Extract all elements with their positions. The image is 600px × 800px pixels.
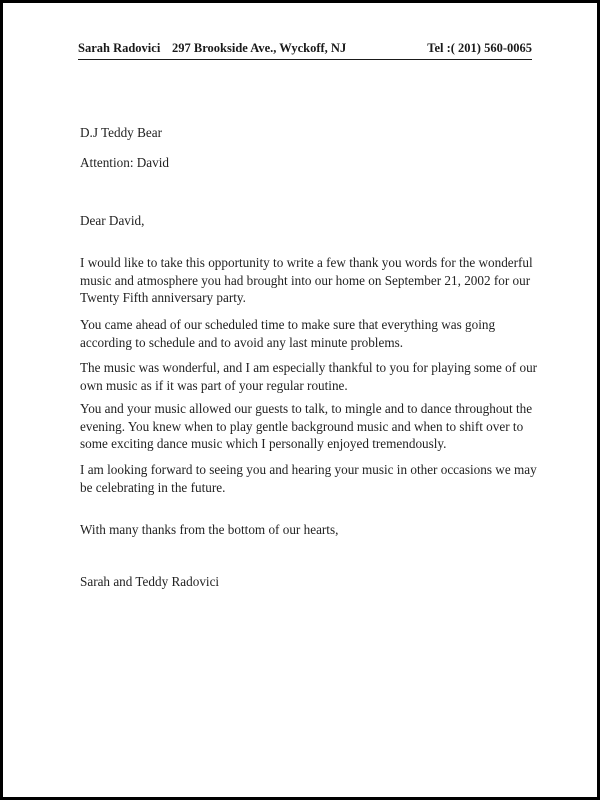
letterhead xyxy=(78,41,532,60)
signature: Sarah and Teddy Radovici xyxy=(80,574,220,589)
paragraph-4: You and your music allowed our guests to talk, to mingle and to dance throughout the evening. You knew when to play gentle background music and when to shift over to some exciting dance music which I personally enjoyed tremendously. xyxy=(80,401,533,452)
closing: With many thanks from the bottom of our hearts, xyxy=(80,522,339,537)
recipient-company: D.J Teddy Bear xyxy=(80,125,162,140)
letterhead-address: 297 Brookside Ave., Wyckoff, NJ xyxy=(172,41,347,55)
letterhead-phone: Tel :( 201) 560-0065 xyxy=(427,41,532,55)
paragraph-1: I would like to take this opportunity to write a few thank you words for the wonderful music and atmosphere you had brought into our home on September 21, 2002 for our Twenty Fifth anniversary party. xyxy=(80,255,533,306)
paragraph-3: The music was wonderful, and I am especially thankful to you for playing some of our own music as if it was part of your regular routine. xyxy=(80,360,538,393)
paragraph-2: You came ahead of our scheduled time to make sure that everything was going according to schedule and to avoid any last minute problems. xyxy=(80,317,496,350)
paragraph-5: I am looking forward to seeing you and hearing your music in other occasions we may be celebrating in the future. xyxy=(80,462,537,495)
recipient-attention: Attention: David xyxy=(80,155,170,170)
salutation: Dear David, xyxy=(80,213,145,228)
letterhead-name: Sarah Radovici xyxy=(78,41,161,55)
